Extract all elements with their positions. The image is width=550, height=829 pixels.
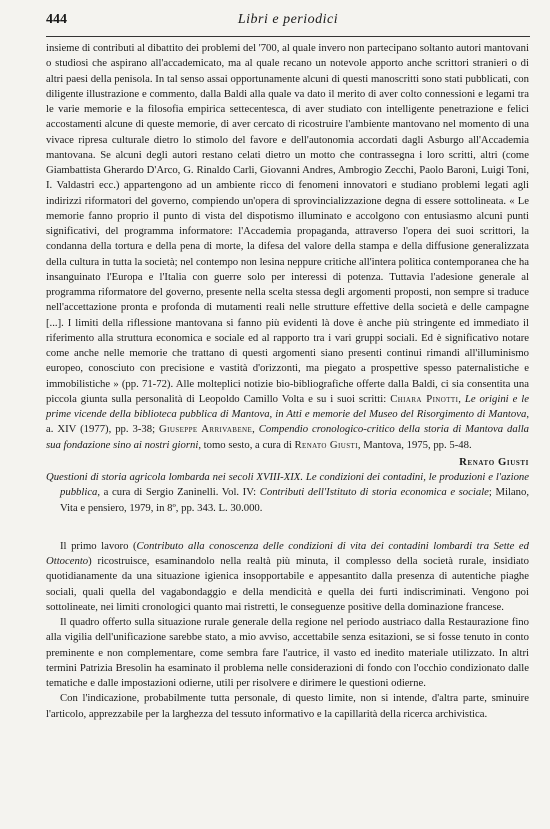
review-paragraph: insieme di contributi al dibattito dei problemi del '700, al quale invero non partecipano soltanto autori mantovani o studiosi che aspirano all'accademicato, ma al quale recano un notevole apporto anche scrittori stranieri o di altri paesi della penisola. In tal senso assai opportunamente alcuni di questi manoscritti sono stati pubblicati, con diligente illustrazione e commento, dalla Baldi alla quale va dato il merito di aver colto connessioni e legami tra le varie memorie e la filosofia empirica settecentesca, di aver studiato con intelligente penetrazione e felici accostamenti alcune di queste memorie, di aver cercato di ricostruire l'ambiente mantovano nel momento di una vivace ripresa culturale dietro lo stimolo del favore e dell'autonomia accordati dagli Asburgo all'Accademia mantovana. Se alcuni degli autori restano celati dietro un motto che contrassegna i loro scritti, altri (come Giambattista Gherardo D'Arco, G. Rinaldo Carli, Giovanni Andres, Ambrogio Zecchi, Paolo Baroni, Luigi Toni, I. Valdastri ecc.) appartengono ad un ambiente ricco di fenomeni innovatori e studiano problemi legati agli indirizzi riformatori del governo, compiendo un'opera di sprovincializzazione degna di essere sottolineata. « Le memorie fanno proprio il punto di vista del dispotismo illuminato e accolgono con entusiasmo alcuni punti significativi, del programma informatore: l'Accademia propaganda, attraverso l'opera dei suoi scrittori, la condanna della tortura e della pena di morte, la difesa del valore della stampa e della diffusione generalizzata della cultura in tutta la società; nel contempo non lesina neppure critiche all'intera politica contemporanea che ha insanguinato l'Europa e l'Italia con guerre solo per interessi di potenza. Tuttavia l'adesione generale al programma riformatore del governo, presente nella scelta stessa degli argomenti proposti, non sempre si traduce nell'accettazione pronta e profonda di mutamenti reali nelle strutture effettive della società e delle campagne [...]. I limiti della riflessione mantovana si fanno più evidenti là dove è anche più stringente ed immediato il riferimento alla struttura economica e sociale ed al rapporto tra i vari gruppi sociali. Ed è significativo notare come anche nelle memorie che trattano di questi argomenti siano presenti continui rimandi all'illuminismo europeo, conosciuto con precisione e vastità d'orizzonti, ma piegato a prospettive spesso paternalistiche e immobilistiche » (pp. 71-72). Alle molteplici notizie bio-bibliografiche offerte dalla Baldi, ci sia consentita una piccola giunta sulla personalità di Leopoldo Camillo Volta e su i suoi scritti: Chiara Pinotti, Le origini e le prime vicende della biblioteca pubblica di Mantova, in Atti e memorie del Museo del Risorgimento di Mantova, a. XIV (1977), pp. 3-38; Giuseppe Arrivabene, Compendio cronologico-critico della storia di Mantova dalla sua fondazione sino ai nostri giorni, tomo sesto, a cura di Renato Giusti, Mantova, 1975, pp. 5-48. [46,42,530,451]
review-paragraph: Il primo lavoro (Contributo alla conoscenza delle condizioni di vita dei contadini lombardi tra Sette ed Ottocento) ricostruisce, esaminandolo nella realtà più minuta, il complesso della società rurale, insidiato quotidianamente da una situazione igienica insopportabile e appesantito dalla presenza di autentiche piaghe sociali, quali quella del vagabondaggio e della mendicità e quella dei furti indiscriminati. Vengono poi sottolineate, nei limiti cronologici quanto mai ristretti, le conseguenze positive della dominazione francese. [46,539,530,613]
reference-title: Compendio cronologico-critico della storia di Mantova dalla sua fondazione sino ai nostri giorni [46,423,530,451]
page-number: 444 [46,12,67,27]
reviewer-signature: Renato Giusti [459,455,529,468]
review-text [46,539,529,722]
reference-title: Le origini e le prime vicende della biblioteca pubblica di Mantova, in Atti e memorie del Museo del Risorgimento di Mantova [46,392,530,420]
review-paragraph: Con l'indicazione, probabilmente tutta personale, di questo limite, non si intende, d'altra parte, sminuire l'articolo, apprezzabile per la larghezza del tessuto informativo e la capillarità della ricerca archivistica. [46,692,529,720]
reference-author: Chiara Pinotti [390,392,459,405]
header-rule [46,36,530,37]
page-header [46,12,530,34]
series-title: Contributi dell'Istituto di storia economica e sociale [259,486,489,499]
reference-author: Giuseppe Arrivabene [159,423,253,436]
running-title: Libri e periodici [237,12,339,27]
reference-editor: Renato Giusti [294,438,358,451]
review-citation: Questioni di storia agricola lombarda nei secoli XVIII-XIX. Le condizioni dei contadini, le produzioni e l'azione pubblica, a cura di Sergio Zaninelli. Vol. IV: Contributi dell'Istituto di storia economica e sociale; Milano, Vita e pensiero, 1979, in 8º, pp. 343. L. 30.000. [46,471,530,514]
book-title: Questioni di storia agricola lombarda nei secoli XVIII-XIX. Le condizioni dei contadini, le produzioni e l'azione pubblica [46,471,529,499]
page-body [46,41,529,722]
review-paragraph: Il quadro offerto sulla situazione rurale generale della regione nel periodo austriaco dalla Restaurazione fino alla vigilia dell'unificazione sarebbe stato, a mio avviso, accettabile senza esitazioni, se si fosse tenuto in conto preminente e non complementare, come sembra fare l'autrice, il vasto ed inedito materiale utilizzato. In altri termini Patrizia Bresolin ha esaminato il problema nelle considerazioni di fondo con l'occhio condizionato dalle tematiche e dalle impostazioni odierne, utili per risolvere e dirimere le questioni odierne. [46,616,529,689]
